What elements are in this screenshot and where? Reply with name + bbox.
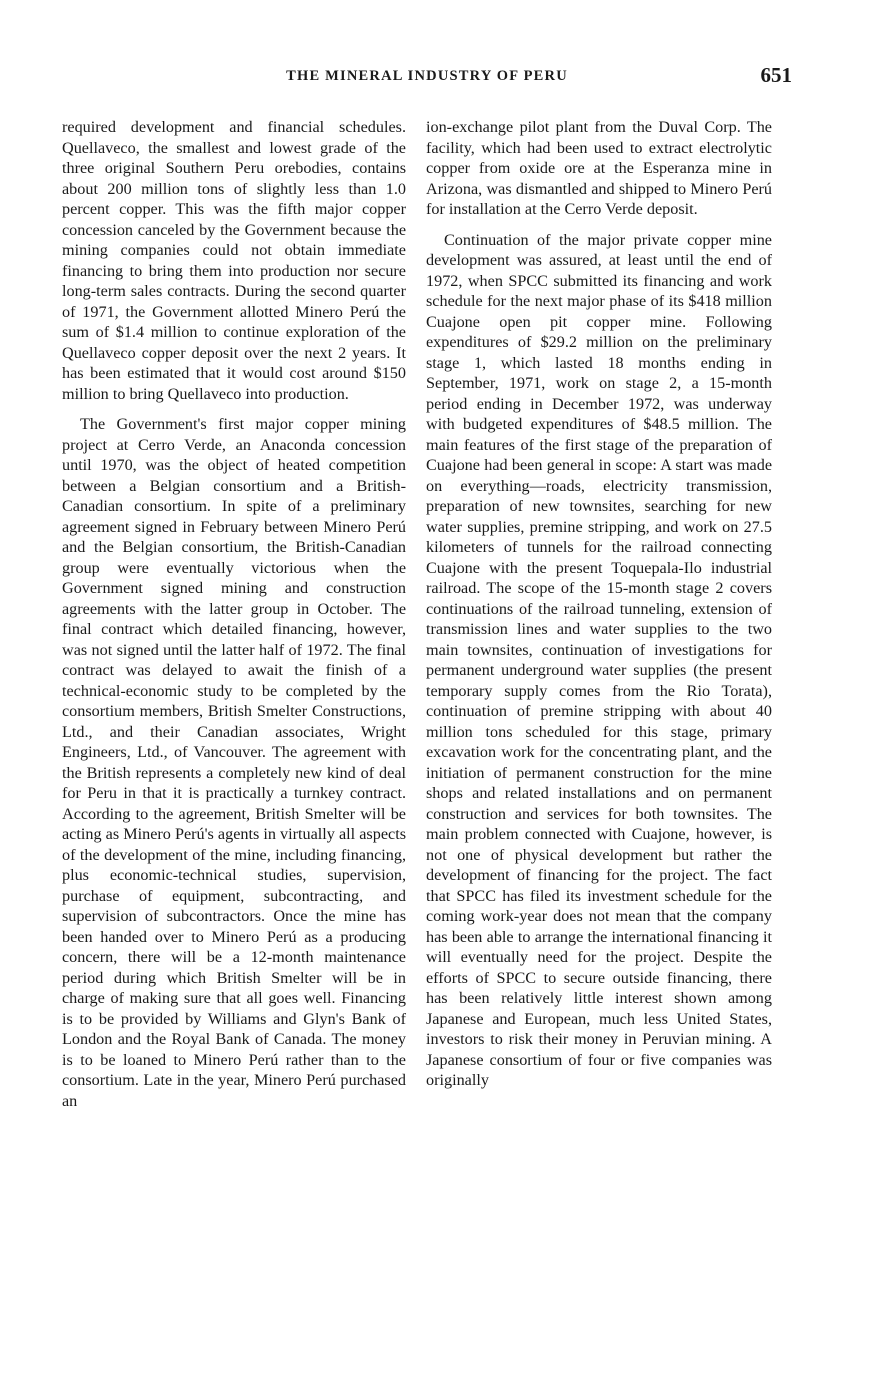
paragraph: The Government's first major copper mining project at Cerro Verde, an Anaconda concession until 1970, was the object of heated competition between a Belgian consortium and a British-Canadian consortium. In spite of a preliminary agreement signed in February between Minero Perú and the Belgian consortium, the British-Canadian group were eventually victorious when the Government signed mining and construction agreements with the latter group in October. The final contract which detailed financing, however, was not signed until the latter half of 1972. The final contract was delayed to await the finish of a technical-economic study to be completed by the consortium members, British Smelter Constructions, Ltd., and their Canadian associates, Wright Engineers, Ltd., of Vancouver. The agreement with the British represents a completely new kind of deal for Peru in that it is practically a turnkey contract. According to the agreement, British Smelter will be acting as Minero Perú's agents in virtually all aspects of the development of the mine, including financing, plus economic-technical studies, supervision, purchase of equipment, subcontracting, and supervision of subcontractors. Once the mine has been handed over to Minero Perú as a producing concern, there will be a 12-month maintenance period during which British Smelter will be in charge of making sure that all goes well. Financing is to be provided by Williams and Glyn's Bank of London and the Royal Bank of Canada. The money is to be loaned to Minero Perú rather than to the consortium. Late in the year, Minero Perú purchased an: [62, 415, 406, 1110]
left-column: [62, 117, 406, 1121]
paragraph: required development and financial schedules. Quellaveco, the smallest and lowest grade of the three original Southern Peru orebodies, contains about 200 million tons of slightly less than 1.0 percent copper. This was the fifth major copper concession canceled by the Government because the mining companies could not obtain immediate financing to bring them into production nor secure long-term sales contracts. During the second quarter of 1971, the Government allotted Minero Perú the sum of $1.4 million to continue exploration of the Quellaveco copper deposit over the next 2 years. It has been estimated that it would cost around $150 million to bring Quellaveco into production.: [62, 118, 406, 403]
paragraph: Continuation of the major private copper mine development was assured, at least until the end of 1972, when SPCC submitted its financing and work schedule for the next major phase of its $418 million Cuajone open pit copper mine. Following expenditures of $29.2 million on the preliminary stage 1, which lasted 18 months ending in September, 1971, work on stage 2, a 15-month period ending in December 1972, was underway with budgeted expenditures of $48.5 million. The main features of the first stage of the preparation of Cuajone had been general in scope: A start was made on everything—roads, electricity transmission, preparation of new townsites, searching for new water supplies, premine stripping, and work on 27.5 kilometers of tunnels for the railroad connecting Cuajone with the present Toquepala-Ilo industrial railroad. The scope of the 15-month stage 2 covers continuations of the railroad tunneling, extension of transmission lines and water supplies to the two main townsites, continuation of investigations for permanent underground water supplies (the present temporary supply comes from the Rio Torata), continuation of premine stripping with about 40 million tons scheduled for this stage, primary excavation work for the concentrating plant, and the initiation of permanent construction for the mine shops and related installations and on permanent construction and services for both townsites. The main problem connected with Cuajone, however, is not one of physical development but rather the development of financing for the project. The fact that SPCC has filed its investment schedule for the coming work-year does not mean that the company has been able to arrange the international financing it will eventually need for the project. Despite the efforts of SPCC to secure outside financing, there has been relatively little interest shown among Japanese and European, much less United States, investors to risk their money in Peruvian mining. A Japanese consortium of four or five companies was originally: [426, 230, 772, 1089]
running-header: [62, 63, 792, 94]
paragraph: ion-exchange pilot plant from the Duval Corp. The facility, which had been used to extract electrolytic copper from oxide ore at the Esperanza mine in Arizona, was dismantled and shipped to Minero Perú for installation at the Cerro Verde deposit.: [426, 118, 772, 218]
running-title: THE MINERAL INDUSTRY OF PERU: [286, 68, 568, 84]
right-column: [426, 117, 772, 1101]
page-number: 651: [760, 63, 792, 87]
